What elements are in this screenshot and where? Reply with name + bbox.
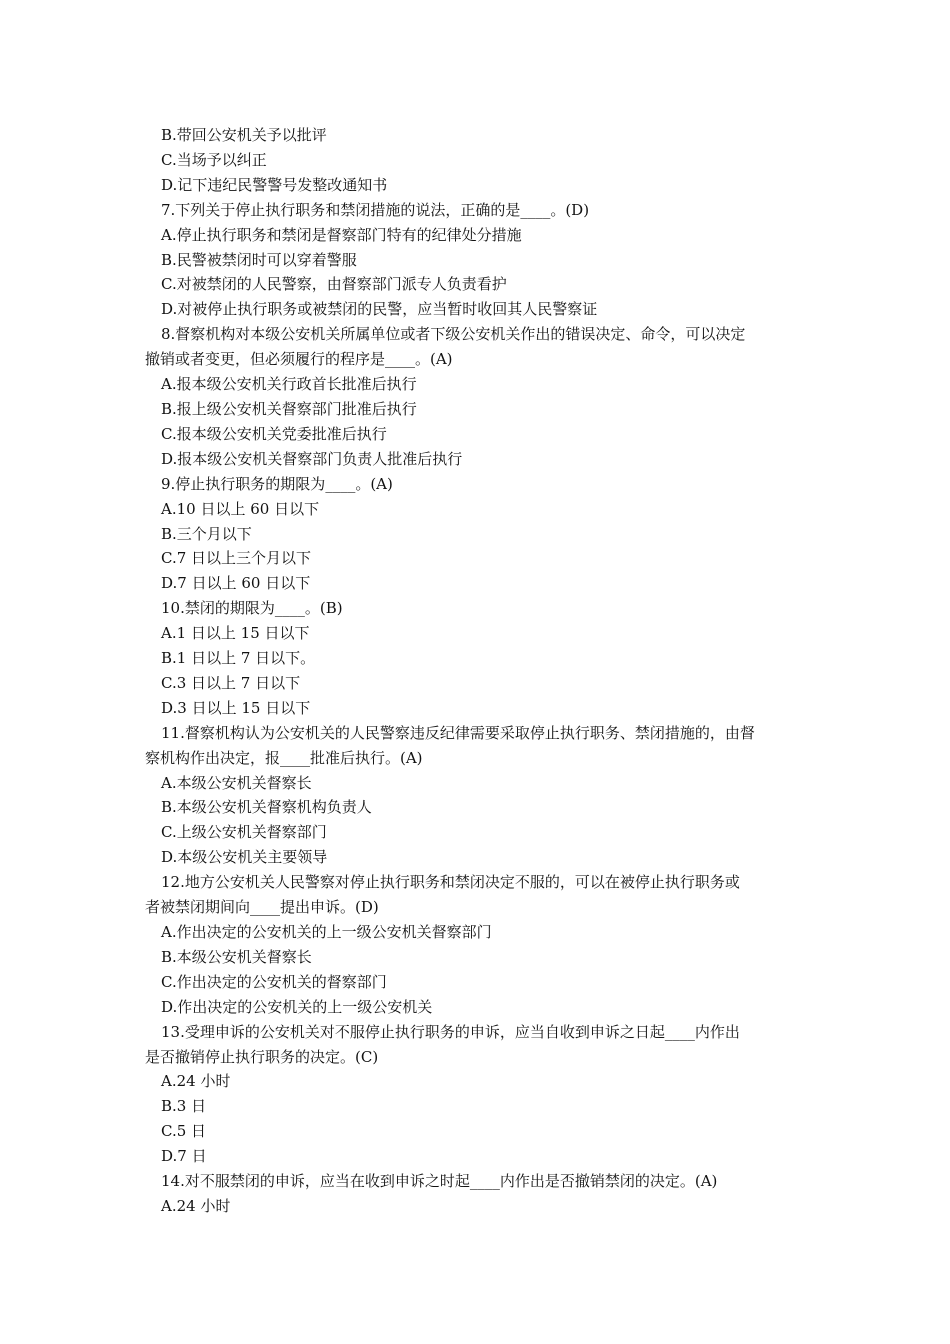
question-text: 10.禁闭的期限为____。(B) bbox=[161, 599, 343, 618]
answer-option: C.作出决定的公安机关的督察部门 bbox=[161, 972, 387, 991]
question-text: 11.督察机构认为公安机关的人民警察违反纪律需要采取停止执行职务、禁闭措施的，由督 bbox=[161, 723, 755, 742]
answer-option: B.1 日以上 7 日以下。 bbox=[161, 649, 316, 668]
answer-option: A.10 日以上 60 日以下 bbox=[161, 499, 320, 518]
answer-option: B.民警被禁闭时可以穿着警服 bbox=[161, 250, 357, 269]
answer-option: C.5 日 bbox=[161, 1122, 207, 1141]
answer-option: C.7 日以上三个月以下 bbox=[161, 549, 312, 568]
answer-option: D.记下违纪民警警号发整改通知书 bbox=[161, 175, 388, 194]
answer-option: B.带回公安机关予以批评 bbox=[161, 126, 327, 144]
answer-option: B.3 日 bbox=[161, 1097, 207, 1116]
question-text: 9.停止执行职务的期限为____。(A) bbox=[161, 474, 393, 493]
answer-option: D.3 日以上 15 日以下 bbox=[161, 698, 311, 717]
answer-option: A.24 小时 bbox=[161, 1196, 231, 1215]
question-text: 14.对不服禁闭的申诉，应当在收到申诉之时起____内作出是否撤销禁闭的决定。(A) bbox=[161, 1172, 718, 1191]
answer-option: B.本级公安机关督察机构负责人 bbox=[161, 798, 372, 817]
answer-option: A.报本级公安机关行政首长批准后执行 bbox=[161, 375, 417, 394]
answer-option: A.24 小时 bbox=[161, 1072, 231, 1091]
answer-option: C.上级公安机关督察部门 bbox=[161, 823, 327, 842]
answer-option: D.本级公安机关主要领导 bbox=[161, 848, 328, 867]
answer-option: B.本级公安机关督察长 bbox=[161, 947, 312, 966]
answer-option: D.对被停止执行职务或被禁闭的民警，应当暂时收回其人民警察证 bbox=[161, 300, 598, 319]
question-text: 13.受理申诉的公安机关对不服停止执行职务的申诉，应当自收到申诉之日起____内作出 bbox=[161, 1022, 740, 1041]
answer-option: D.7 日 bbox=[161, 1147, 207, 1166]
answer-option: B.三个月以下 bbox=[161, 524, 252, 543]
document-body bbox=[145, 123, 810, 1219]
answer-option: C.当场予以纠正 bbox=[161, 150, 267, 169]
answer-option: A.作出决定的公安机关的上一级公安机关督察部门 bbox=[161, 923, 492, 941]
answer-option: A.停止执行职务和禁闭是督察部门特有的纪律处分措施 bbox=[161, 225, 522, 244]
answer-option: C.对被禁闭的人民警察，由督察部门派专人负责看护 bbox=[161, 275, 507, 294]
question-text-continuation: 撤销或者变更，但必须履行的程序是____。(A) bbox=[145, 350, 453, 369]
question-text: 12.地方公安机关人民警察对停止执行职务和禁闭决定不服的，可以在被停止执行职务或 bbox=[161, 873, 740, 892]
question-text-continuation: 是否撤销停止执行职务的决定。(C) bbox=[145, 1047, 379, 1066]
question-text: 8.督察机构对本级公安机关所属单位或者下级公安机关作出的错误决定、命令，可以决定 bbox=[161, 325, 746, 344]
answer-option: C.报本级公安机关党委批准后执行 bbox=[161, 424, 387, 443]
answer-option: D.报本级公安机关督察部门负责人批准后执行 bbox=[161, 449, 463, 468]
question-text-continuation: 者被禁闭期间向____提出申诉。(D) bbox=[145, 898, 379, 917]
answer-option: B.报上级公安机关督察部门批准后执行 bbox=[161, 399, 417, 418]
answer-option: C.3 日以上 7 日以下 bbox=[161, 673, 301, 692]
question-text: 7.下列关于停止执行职务和禁闭措施的说法，正确的是____。(D) bbox=[161, 200, 590, 219]
answer-option: A.1 日以上 15 日以下 bbox=[161, 624, 310, 643]
answer-option: D.作出决定的公安机关的上一级公安机关 bbox=[161, 997, 433, 1016]
answer-option: A.本级公安机关督察长 bbox=[161, 773, 312, 792]
answer-option: D.7 日以上 60 日以下 bbox=[161, 574, 311, 593]
question-text-continuation: 察机构作出决定，报____批准后执行。(A) bbox=[145, 748, 423, 767]
